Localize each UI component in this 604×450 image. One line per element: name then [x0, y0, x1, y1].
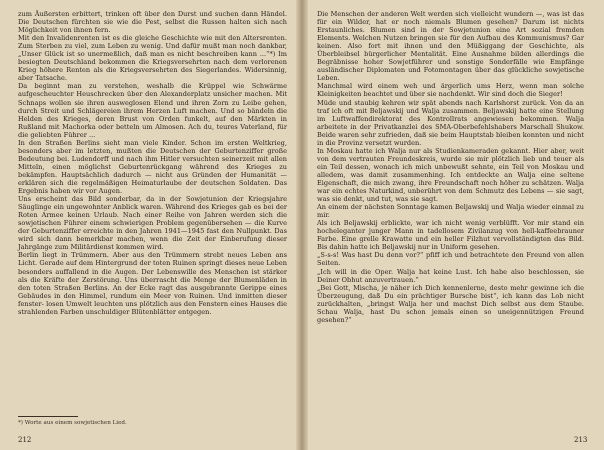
paragraph: zum Äußersten erbittert, trinken oft über den Durst und suchen dann Händel. Die Deutschen fürchten sie wie die Pest, selbst die Russen halten sich nach Möglichkeit von ihnen fern. Mit den Invalidenrenten ist es die gleiche Geschichte wie mit den Altersrenten. Zum Sterben zu viel, zum Leben zu wenig. Und dafür mußt man noch dankbar, „Unser Glück ist so unermeßlich, daß man es nicht beschreiben kann ...“*) Im besiegten Deutschland bekommen die Kriegsversehrten nach dem verlorenen Krieg höhere Renten als die Kriegsversehrten des Siegerlandes. Widersinnig, aber Tatsache.	[18, 10, 287, 83]
paragraph: Die Menschen der anderen Welt werden sich vielleicht wundern —, was ist das für ein Wilder, hat er noch niemals Blumen gesehen? Darum ist nichts Erstaunliches. Blumen sind in der Sowjetunion eine Art sozial fremden Elements. Welchen Nutzen bringen sie für den Aufbau des Kommunismus? Gar keinen. Also fort mit ihnen und den Müßiggang der Geschichte, als Überbleibsel bürgerlicher Mentalität. Eine Ausnahme bilden allerdings die Begräbnisse hoher Sowjetführer und sonstige Sonderfälle wie Empfänge ausländischer Diplomaten und Fotomontagen über das glückliche sowjetische Leben.	[317, 10, 584, 83]
left-page	[0, 0, 299, 450]
paragraph: Müde und staubig kehren wir spät abends nach Karlshorst zurück. Von da an traf ich oft mit Beljawskij und Walja zusammen. Beljawskij hatte eine Stellung im Luftwaffendirektorat des Kontrollrats angewiesen bekommen. Walja arbeitete in der Privatkanzlei des SMA-Oberbefehlshabers Marschall Shukow. Beide waren sehr zufrieden, daß sie beim Hauptstab bleiben konnten und nicht in die Provinz versetzt wurden.	[317, 98, 584, 147]
paragraph: Manchmal wird einem weh und ärgerlich ums Herz, wenn man solche Kleinigkeiten beachtet und über sie nachdenkt. Wir sind doch die Sieger!	[317, 82, 584, 99]
paragraph: „Bei Gott, Mischa, je näher ich Dich kennenlerne, desto mehr gewinne ich die Überzeugung, daß Du ein prächtiger Bursche bist“, ich kann das Lob nicht zurückhalten, „bringst Walja her und machst Dich selbst aus dem Staube. Schau Walja, hast Du schon jemals einen so uneigennützigen Freund gesehen?“	[317, 283, 584, 324]
paragraph: Berlin liegt in Trümmern. Aber aus den Trümmern strebt neues Leben ans Licht. Gerade auf dem Hintergrund der toten Ruinen springt dieses neue Leben besonders auffallend in die Augen. Der Lebenswille des Menschen ist stärker als die Kräfte der Zerstörung. Uns überrascht die Menge der Blumenläden in den toten Straßen Berlins. An der Ecke ragt das ausgebrannte Gerippe eines Gebäudes in den Himmel, rundum ein Meer von Ruinen. Und inmitten dieser fenster- losen Umwelt leuchten uns plötzlich aus den Fenstern eines Hauses die strahlenden Farben unschuldiger Blütenblätter entgegen.	[18, 251, 287, 316]
paragraph: Uns erscheint das Bild sonderbar, da in der Sowjetunion der Kriegsjahre Säuglinge ein ungewohnter Anblick waren. Während des Krieges gab es bei der Roten Armee keinen Urlaub. Nach einer Reihe von Jahren werden sich die sowjetischen Führer einem schwierigen Problem gegenübersehen — die Kurve der Geburtenziffer erreichte in den Jahren 1941—1945 fast den Nullpunkt. Das wird sich dann bemerkbar machen, wenn die Zeit der Einberufung dieser Jahrgänge zum Militärdienst kommen wird.	[18, 195, 287, 252]
paragraph: „S-s-s! Was hast Du denn vor?“ pfiff ich und betrachtete den Freund von allen Seiten.	[317, 251, 584, 268]
footnote-rule	[18, 416, 78, 417]
right-page	[305, 0, 604, 450]
page-number-right: 213	[574, 436, 588, 444]
paragraph: „Ich will in die Oper. Walja hat keine Lust. Ich habe also beschlossen, sie Deiner Obhut anzuvertrauen.“	[317, 267, 584, 284]
footnote: *) Worte aus einem sowjetischen Lied.	[18, 420, 127, 426]
paragraph: Da beginnt man zu verstehen, weshalb die Krüppel wie Schwärme aufgescheuchter Heuschrecken über den Alexanderplatz unsicher machen. Mit Schnaps wollen sie ihren ausweglosen Elend und ihren Zorn zu Leibe gehen, durch Streit und Schlägereien ihrem Herzen Luft machen. Und so bändeln die Helden des Krieges, deren Brust von Orden funkelt, auf den Märkten in Rußland mit Machorka oder betteln um Almosen. Ach du, teures Vaterland, für die geliebten Führer ...	[18, 82, 287, 139]
paragraph: In den Straßen Berlins sieht man viele Kinder. Schon im ersten Weltkrieg, besonders aber im letzten, mußten die Deutschen der Geburtenziffer große Bedeutung bei. Ludendorff und nach ihm Hitler versuchten seinerzeit mit allen Mitteln, einen möglichst Geburtenrückgang während des Krieges zu bekämpfen. Hauptsächlich dadurch — nicht aus Gründen der Humanität — erklären sich die regelmäßigen Heimaturlaube der deutschen Soldaten. Das Ergebnis haben wir vor Augen.	[18, 138, 287, 196]
paragraph: An einem der nächsten Sonntage kamen Beljawskij und Walja wieder einmal zu mir.	[317, 203, 584, 220]
page-number-left: 212	[18, 436, 32, 444]
paragraph: In Moskau hatte ich Walja nur als Studienkameraden gekannt. Hier aber, weit von dem vertrauten Freundeskreis, wurde sie mir plötzlich lieb und teuer als ein Teil dessen, wonach ich mich unbewußt sehnte, ein Teil von Moskau und alledem, was damit zusammenhing. Ich entdeckte an Walja eine seltene Eigenschaft, die mich zwang, ihre Freundschaft noch höher zu schätzen. Walja war ein echtes Naturkind, unberührt von dem Schmutz des Lebens — sie sagt, was sie denkt, und tut, was sie sagt.	[317, 146, 584, 204]
paragraph: Als ich Beljawskij erblickte, war ich nicht wenig verblüfft. Vor mir stand ein hocheleganter junger Mann in tadellosem Zivilanzug von hell-kaffeebrauner Farbe. Eine grelle Krawatte und ein heller Filzhut vervollständigten das Bild. Bis dahin hatte ich Beljawskij nur in Uniform gesehen.	[317, 219, 584, 252]
